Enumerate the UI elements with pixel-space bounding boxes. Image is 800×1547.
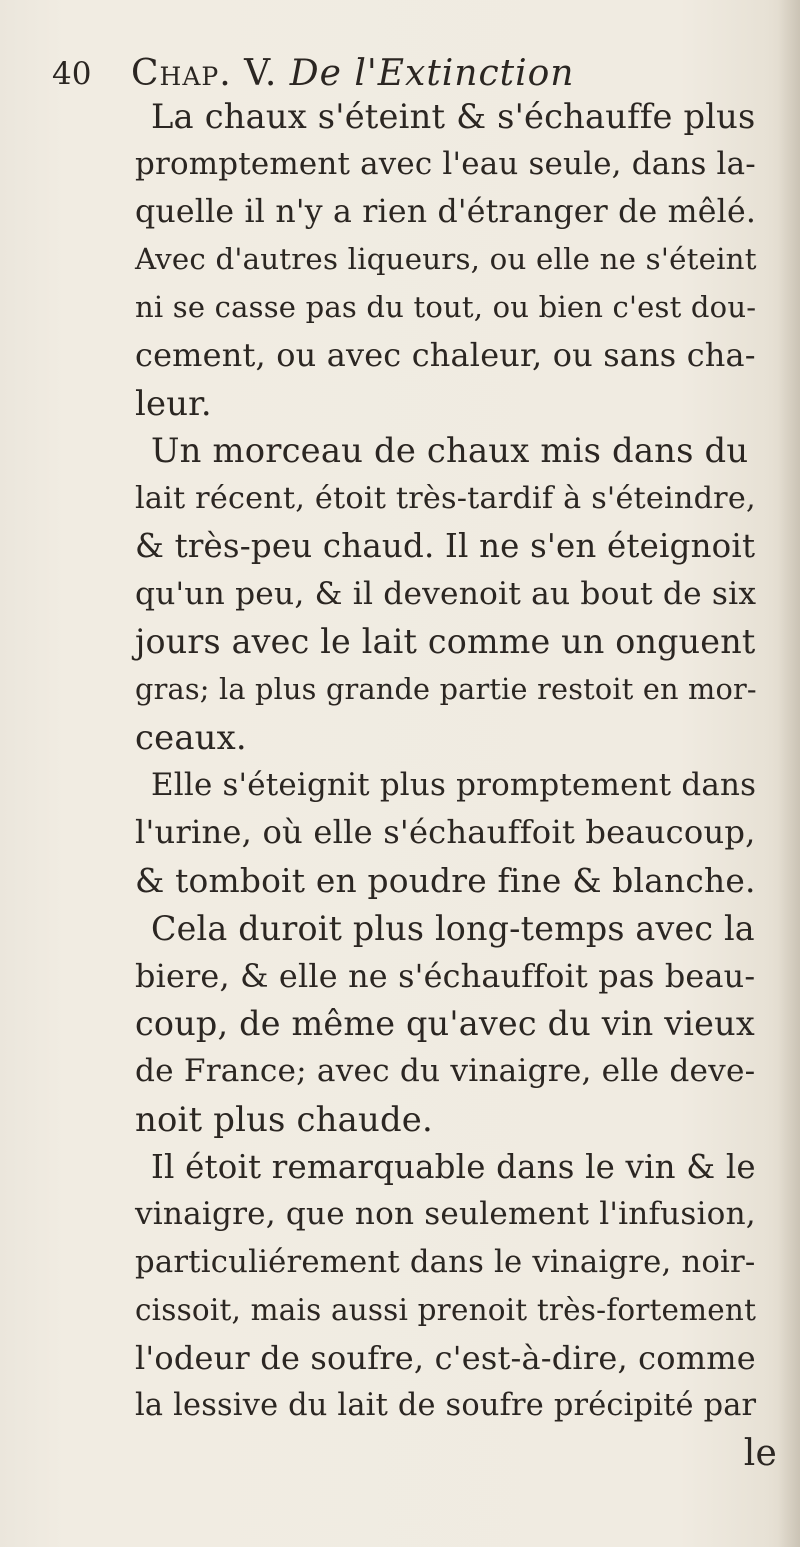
chapter-title: De l'Extinction bbox=[289, 53, 575, 94]
text-line: coup, de même qu'avec du vin vieux bbox=[135, 1004, 755, 1044]
text-line: gras; la plus grande partie restoit en mor- bbox=[135, 672, 757, 706]
text-line: Cela duroit plus long-temps avec la bbox=[151, 908, 755, 948]
text-line: ni se casse pas du tout, ou bien c'est dou- bbox=[135, 290, 757, 324]
text-line: jours avec le lait comme un onguent bbox=[135, 622, 756, 662]
text-line: Elle s'éteignit plus promptement dans bbox=[151, 766, 757, 803]
text-line: promptement avec l'eau seule, dans la- bbox=[135, 145, 756, 182]
text-line: l'odeur de soufre, c'est-à-dire, comme bbox=[135, 1338, 756, 1377]
text-line: & très-peu chaud. Il ne s'en éteignoit bbox=[135, 526, 756, 565]
chapter-label: Chap. V. bbox=[131, 53, 278, 94]
text-line: Un morceau de chaux mis dans du bbox=[151, 431, 749, 471]
text-line: lait récent, étoit très-tardif à s'éteindre, bbox=[135, 481, 756, 516]
text-line: biere, & elle ne s'échauffoit pas beau- bbox=[135, 956, 756, 995]
text-line: ceaux. bbox=[135, 717, 247, 757]
body-text bbox=[135, 93, 795, 1478]
text-line: vinaigre, que non seulement l'infusion, bbox=[135, 1196, 756, 1233]
text-line: cement, ou avec chaleur, ou sans cha- bbox=[135, 335, 756, 374]
catchword: le bbox=[743, 1433, 777, 1474]
text-line: la lessive du lait de soufre précipité par bbox=[135, 1388, 757, 1424]
text-line: qu'un peu, & il devenoit au bout de six bbox=[135, 575, 757, 612]
text-line: leur. bbox=[135, 383, 212, 423]
text-line: de France; avec du vinaigre, elle deve- bbox=[135, 1053, 756, 1089]
text-line: Il étoit remarquable dans le vin & le bbox=[151, 1147, 756, 1186]
text-line: & tomboit en poudre fine & blanche. bbox=[135, 861, 756, 900]
text-line: l'urine, où elle s'échauffoit beaucoup, bbox=[135, 813, 756, 852]
text-line: Avec d'autres liqueurs, ou elle ne s'éteint bbox=[135, 242, 757, 277]
text-line: cissoit, mais aussi prenoit très-fortement bbox=[135, 1292, 757, 1327]
text-line: particuliérement dans le vinaigre, noir- bbox=[135, 1245, 756, 1280]
text-line: noit plus chaude. bbox=[135, 1099, 433, 1139]
text-line: quelle il n'y a rien d'étranger de mêlé. bbox=[135, 193, 757, 230]
text-line: La chaux s'éteint & s'échauffe plus bbox=[151, 97, 756, 136]
page-number: 40 bbox=[52, 56, 92, 92]
